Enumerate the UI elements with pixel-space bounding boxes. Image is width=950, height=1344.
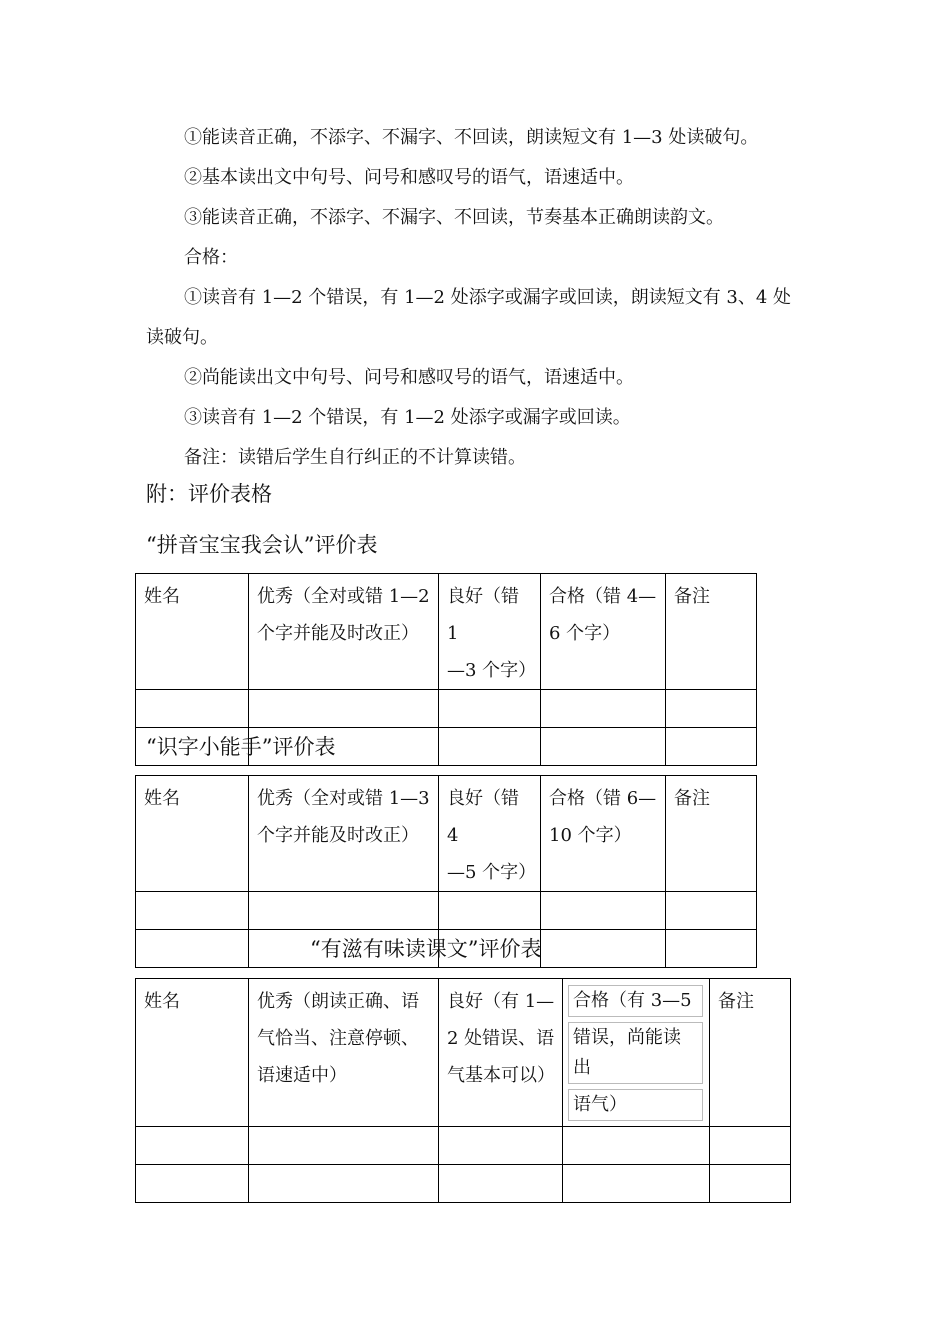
table2-header-name: 姓名 [136,776,249,892]
table1-title: “拼音宝宝我会认”评价表 [146,533,378,557]
pass-line-1b: 读破句。 [146,327,218,348]
table-cell[interactable] [136,1165,249,1203]
table2-header-pass: 合格（错 6— 10 个字） [541,776,666,892]
table-cell[interactable] [249,690,439,728]
table-row [136,892,757,930]
table-cell[interactable] [136,690,249,728]
table-cell[interactable] [541,728,666,766]
table-cell[interactable] [710,1165,791,1203]
table-cell[interactable] [439,892,541,930]
table-cell[interactable] [563,1127,710,1165]
table2-header-good: 良好（错 4 —5 个字） [439,776,541,892]
table2-title: “识字小能手”评价表 [146,735,336,759]
table1-header-remark: 备注 [666,574,757,690]
table1-header-pass: 合格（错 4— 6 个字） [541,574,666,690]
table-cell[interactable] [666,690,757,728]
criteria-line-1: ①能读音正确，不添字、不漏字、不回读，朗读短文有 1—3 处读破句。 [184,127,759,148]
table2-header-remark: 备注 [666,776,757,892]
table-cell[interactable] [666,892,757,930]
note-line: 备注：读错后学生自行纠正的不计算读错。 [184,447,526,468]
pass-line-3: ③读音有 1—2 个错误，有 1—2 处添字或漏字或回读。 [184,407,631,428]
table3 [135,978,791,1203]
table-cell[interactable] [439,690,541,728]
table1-header-name: 姓名 [136,574,249,690]
table2-header-excellent: 优秀（全对或错 1—3 个字并能及时改正） [249,776,439,892]
table-cell[interactable] [710,1127,791,1165]
criteria-line-3: ③能读音正确，不添字、不漏字、不回读，节奏基本正确朗读韵文。 [184,207,724,228]
table3-header-excellent: 优秀（朗读正确、语 气恰当、注意停顿、 语速适中） [249,979,439,1127]
table-cell[interactable] [563,1165,710,1203]
table-cell[interactable] [439,1127,563,1165]
table-row [136,690,757,728]
table-cell[interactable] [136,1127,249,1165]
table-cell[interactable] [249,1127,439,1165]
table-cell[interactable] [136,892,249,930]
table-cell[interactable] [439,728,541,766]
table-cell[interactable] [249,1165,439,1203]
table-cell[interactable] [249,892,439,930]
table1-header-excellent: 优秀（全对或错 1—2 个字并能及时改正） [249,574,439,690]
table-cell[interactable] [666,728,757,766]
appendix-title: 附：评价表格 [146,482,272,506]
pass-line-2: ②尚能读出文中句号、问号和感叹号的语气，语速适中。 [184,367,634,388]
table1-header-row [136,574,757,690]
table3-header-good: 良好（有 1— 2 处错误、语 气基本可以） [439,979,563,1127]
table-cell[interactable] [541,892,666,930]
table-row [136,1127,791,1165]
table-cell[interactable] [439,1165,563,1203]
table3-header-row [136,979,791,1127]
table3-header-remark: 备注 [710,979,791,1127]
pass-line-1a: ①读音有 1—2 个错误，有 1—2 处添字或漏字或回读，朗读短文有 3、4 处 [184,287,792,308]
table-cell[interactable] [136,930,249,968]
pass-heading: 合格： [184,247,238,268]
criteria-line-2: ②基本读出文中句号、问号和感叹号的语气，语速适中。 [184,167,634,188]
table-cell[interactable] [541,930,666,968]
table3-header-name: 姓名 [136,979,249,1127]
table3-title: “有滋有味读课文”评价表 [310,937,542,961]
table-row [136,1165,791,1203]
table1-header-good: 良好（错 1 —3 个字） [439,574,541,690]
table-cell[interactable] [541,690,666,728]
table3-header-pass: 合格（有 3—5 错误，尚能读出 语气） [563,979,710,1127]
table-cell[interactable] [666,930,757,968]
table2-header-row [136,776,757,892]
